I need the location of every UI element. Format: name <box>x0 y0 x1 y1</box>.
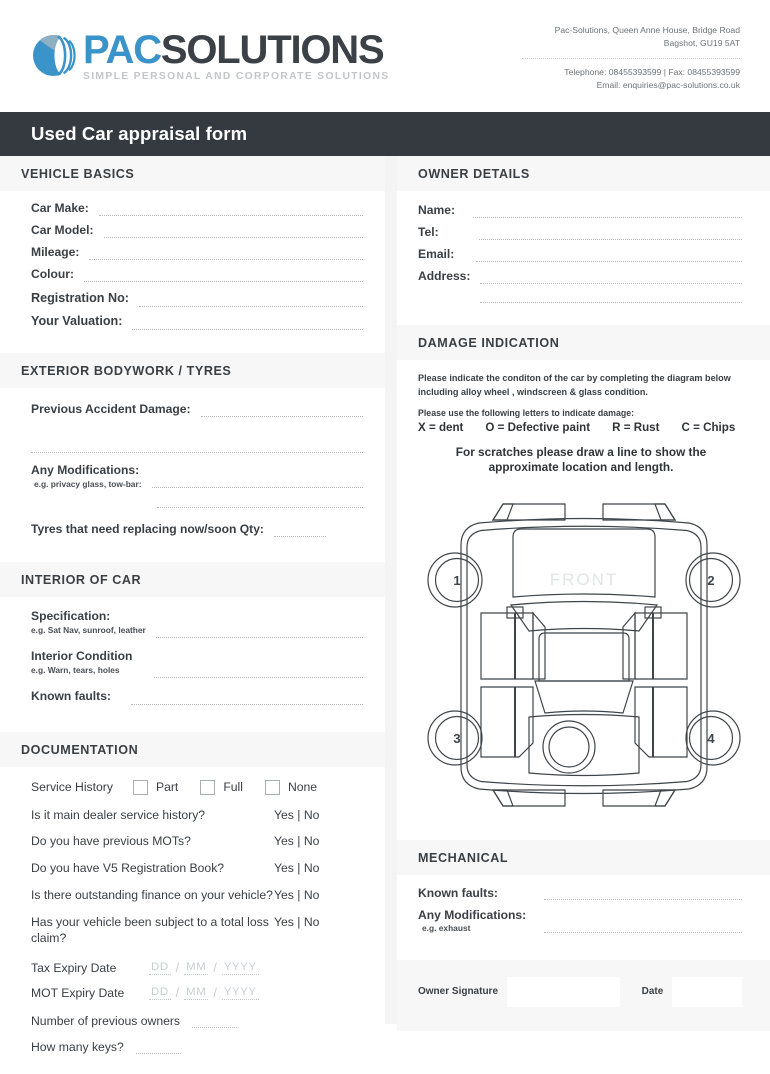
field-input-line[interactable] <box>132 318 363 330</box>
option-label: Part <box>155 780 179 795</box>
form-columns <box>0 156 770 1054</box>
question-text: Is there outstanding finance on your vehicle? <box>31 888 273 903</box>
yes-no-choice[interactable]: Yes | No <box>274 861 320 876</box>
field-label: Tyres that need replacing now/soon Qty: <box>31 522 264 537</box>
field-mileage[interactable] <box>31 245 363 260</box>
field-previous-accident-damage[interactable] <box>31 402 363 417</box>
field-any-modifications[interactable] <box>31 463 363 489</box>
service-history-option-none[interactable] <box>265 780 317 795</box>
legend-chips: C = Chips <box>681 420 736 434</box>
front-watermark-label: FRONT <box>549 570 618 590</box>
question-text: Do you have V5 Registration Book? <box>31 861 225 876</box>
field-label: MOT Expiry Date <box>31 985 125 1000</box>
service-history-option-part[interactable] <box>133 780 178 795</box>
option-label: Full <box>223 780 243 795</box>
field-label: Registration No: <box>31 291 129 306</box>
owner-details-body <box>397 191 770 319</box>
field-label: Tel: <box>418 225 439 240</box>
company-logo <box>30 27 390 82</box>
mot-expiry-year[interactable]: YYYY <box>223 985 257 998</box>
field-input-line[interactable] <box>476 250 742 262</box>
contact-phone-fax: Telephone: 08455393599 | Fax: 08455393599 <box>564 66 740 77</box>
signature-row <box>397 960 770 1031</box>
contact-address-line2: Bagshot, GU19 5AT <box>663 38 740 49</box>
tax-expiry-month[interactable]: MM <box>186 960 207 973</box>
field-input-line[interactable] <box>201 405 363 417</box>
field-input-line[interactable] <box>473 206 742 218</box>
damage-legend <box>418 421 744 434</box>
question-text: Do you have previous MOTs? <box>31 834 191 849</box>
sphere-waves-icon <box>30 32 77 79</box>
field-input-line[interactable] <box>544 888 742 900</box>
left-column <box>0 156 385 1054</box>
field-tax-expiry-date[interactable] <box>31 961 363 975</box>
field-label: Interior Condition <box>31 649 133 664</box>
field-label-block <box>31 463 142 489</box>
field-label: Any Modifications: <box>31 463 140 478</box>
section-header-exterior: EXTERIOR BODYWORK / TYRES <box>0 353 385 388</box>
question-outstanding-finance <box>31 888 363 904</box>
field-input-line[interactable] <box>479 228 742 240</box>
right-column <box>397 156 770 1024</box>
field-interior-condition[interactable] <box>31 649 363 678</box>
signature-date-field[interactable] <box>672 977 742 1007</box>
previous-accident-damage-line2[interactable] <box>31 441 363 453</box>
field-label: Specification: <box>31 609 111 624</box>
field-colour[interactable] <box>31 267 363 282</box>
yes-no-choice[interactable]: Yes | No <box>274 888 320 903</box>
field-mechanical-known-faults[interactable] <box>418 886 742 900</box>
question-text: Is it main dealer service history? <box>31 807 206 822</box>
field-hint: e.g. Warn, tears, holes <box>31 664 120 675</box>
field-owner-tel[interactable] <box>418 225 742 240</box>
field-interior-known-faults[interactable] <box>31 689 363 704</box>
field-how-many-keys[interactable] <box>31 1040 363 1054</box>
owner-address-line2[interactable] <box>480 291 742 303</box>
field-label: Known faults: <box>418 886 498 901</box>
contact-email: Email: enquiries@pac-solutions.co.uk <box>596 79 740 90</box>
question-text: Has your vehicle been subject to a total loss claim? <box>31 915 269 945</box>
field-input-line[interactable] <box>480 272 742 284</box>
owner-signature-field[interactable] <box>507 977 620 1007</box>
contact-block <box>522 20 740 92</box>
date-separator: / <box>175 960 180 975</box>
wheel-label-1: 1 <box>452 573 461 589</box>
mot-expiry-day[interactable]: DD <box>151 985 169 998</box>
field-hint: e.g. Sat Nav, sunroof, leather <box>31 624 146 635</box>
question-total-loss-claim <box>31 915 363 947</box>
modifications-line2[interactable] <box>157 496 363 508</box>
page-title: Used Car appraisal form <box>31 123 248 144</box>
field-specification[interactable] <box>31 609 363 638</box>
service-history-label: Service History <box>31 780 113 795</box>
checkbox-part[interactable] <box>133 780 148 795</box>
mechanical-body <box>397 875 770 945</box>
field-owner-address[interactable] <box>418 269 742 284</box>
vehicle-basics-body <box>0 191 385 343</box>
field-label: Colour: <box>31 267 74 282</box>
wheel-label-4: 4 <box>706 731 715 747</box>
column-gutter <box>385 156 397 1024</box>
field-input-line[interactable] <box>131 693 363 705</box>
wheel-label-2: 2 <box>706 573 715 589</box>
documentation-body <box>0 767 385 1074</box>
field-input-line[interactable] <box>154 666 363 678</box>
legend-dent: X = dent <box>418 420 464 434</box>
field-mot-expiry-date[interactable] <box>31 986 363 1000</box>
field-label-block <box>31 609 146 634</box>
field-label: Any Modifications: <box>418 908 527 923</box>
interior-body <box>0 597 385 717</box>
field-label: Number of previous owners <box>31 1013 181 1028</box>
checkbox-full[interactable] <box>200 780 215 795</box>
field-car-make[interactable] <box>31 201 363 216</box>
yes-no-choice[interactable]: Yes | No <box>274 807 320 822</box>
service-history-row <box>31 780 363 795</box>
tax-expiry-day[interactable]: DD <box>151 960 169 973</box>
field-hint: e.g. privacy glass, tow-bar: <box>34 479 142 490</box>
field-label: Previous Accident Damage: <box>31 401 191 416</box>
field-input-line[interactable] <box>274 525 326 537</box>
field-label: How many keys? <box>31 1039 124 1054</box>
question-main-dealer-history <box>31 808 363 824</box>
car-diagram[interactable] <box>397 481 770 830</box>
damage-instructions <box>397 360 770 481</box>
checkbox-none[interactable] <box>265 780 280 795</box>
legend-rust: R = Rust <box>612 420 660 434</box>
field-input-line[interactable] <box>152 476 363 488</box>
field-mechanical-modifications[interactable] <box>418 908 742 933</box>
field-car-model[interactable] <box>31 223 363 238</box>
section-header-mechanical: MECHANICAL <box>397 840 770 875</box>
mot-expiry-month[interactable]: MM <box>186 985 207 998</box>
date-label: Date <box>641 986 664 998</box>
section-header-documentation: DOCUMENTATION <box>0 732 385 767</box>
yes-no-choice[interactable]: Yes | No <box>274 915 320 930</box>
yes-no-choice[interactable]: Yes | No <box>274 834 320 849</box>
wheel-label-3: 3 <box>452 731 461 747</box>
field-label: Email: <box>418 247 455 262</box>
masthead <box>0 0 770 112</box>
option-label: None <box>287 780 318 795</box>
date-separator: / <box>213 985 217 1000</box>
section-header-owner-details: OWNER DETAILS <box>397 156 770 191</box>
field-input-line[interactable] <box>104 226 364 238</box>
field-input-line[interactable] <box>156 626 363 638</box>
field-input-line[interactable] <box>99 204 363 216</box>
legend-defective-paint: O = Defective paint <box>485 420 591 434</box>
contact-address-line1: Pac-Solutions, Queen Anne House, Bridge Road <box>554 24 740 35</box>
field-label: Car Make: <box>31 201 89 215</box>
field-label: Car Model: <box>31 223 94 238</box>
scratch-note: For scratches please draw a line to show the approximate location and length. <box>455 444 707 475</box>
field-input-line[interactable] <box>84 270 363 282</box>
field-input-line[interactable] <box>192 1016 237 1028</box>
field-input-line[interactable] <box>89 248 363 260</box>
date-separator: / <box>213 960 217 975</box>
field-owner-email[interactable] <box>418 247 742 262</box>
section-header-interior: INTERIOR OF CAR <box>0 562 385 597</box>
field-label-block <box>31 649 132 674</box>
logo-solutions-text: SOLUTIONS <box>160 27 384 72</box>
field-input-line[interactable] <box>136 1042 181 1054</box>
logo-tagline: SIMPLE PERSONAL AND CORPORATE SOLUTIONS <box>83 70 390 82</box>
damage-instruction-2: Please use the following letters to indicate damage: <box>418 407 635 418</box>
section-header-damage-indication: DAMAGE INDICATION <box>397 325 770 360</box>
field-input-line[interactable] <box>544 921 742 933</box>
tax-expiry-year[interactable]: YYYY <box>223 960 257 973</box>
field-owner-name[interactable] <box>418 203 742 218</box>
field-label: Name: <box>418 203 455 217</box>
question-previous-mots <box>31 834 363 850</box>
field-label: Known faults: <box>31 689 111 704</box>
field-registration-no[interactable] <box>31 291 363 307</box>
field-previous-owners[interactable] <box>31 1014 363 1028</box>
section-header-vehicle-basics: VEHICLE BASICS <box>0 156 385 191</box>
logo-pac-text: PAC <box>83 27 161 72</box>
field-label: Tax Expiry Date <box>31 960 117 975</box>
field-label: Your Valuation: <box>31 314 123 329</box>
field-label: Address: <box>418 269 471 284</box>
field-tyres-qty[interactable] <box>31 522 363 537</box>
form-title-bar <box>0 112 770 156</box>
service-history-option-full[interactable] <box>200 780 243 795</box>
date-separator: / <box>175 985 180 1000</box>
exterior-body <box>0 388 385 551</box>
owner-signature-label: Owner Signature <box>418 986 499 998</box>
logo-wordmark <box>83 27 390 82</box>
question-v5-registration-book <box>31 861 363 877</box>
contact-divider <box>522 58 740 59</box>
field-hint: e.g. exhaust <box>422 923 471 934</box>
damage-instruction-1: Please indicate the conditon of the car by completing the diagram below including alloy wheel , windscreen & glass condition. <box>418 373 731 397</box>
field-input-line[interactable] <box>139 295 363 307</box>
field-your-valuation[interactable] <box>31 314 363 330</box>
field-label-block <box>418 908 544 933</box>
field-label: Mileage: <box>31 245 80 260</box>
